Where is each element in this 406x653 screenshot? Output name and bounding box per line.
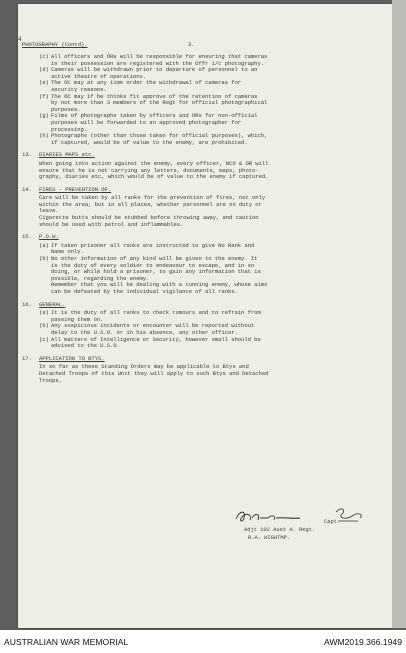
paragraph: [39, 195, 368, 215]
sections-container: [22, 152, 368, 384]
text-line: Care will be taken by all ranks for the prevention of fires, not only: [39, 194, 266, 202]
list-item: [39, 94, 368, 114]
item-text: [51, 94, 368, 114]
text-line: Films of photographs taken by officers and ORs for non-official: [51, 112, 258, 120]
section-body: [22, 310, 368, 350]
text-line: doing, or while hold a prisoner, to gain any information that is: [51, 268, 261, 276]
section-number: 17.: [22, 354, 32, 362]
text-line: advised to the U.S.O.: [51, 342, 120, 350]
item-label: (c): [39, 335, 49, 343]
signature-rank: Capt.: [324, 519, 341, 525]
item-text: [51, 337, 368, 350]
footer-bar: [0, 630, 406, 653]
text-line: purposes.: [51, 105, 81, 113]
text-line: if captured, would be of value to the enemy, are prohibited.: [51, 138, 248, 146]
signature-block: [244, 518, 340, 542]
list-item: [39, 113, 368, 133]
text-line: in their possession are registered with the Offr i/c photography.: [51, 59, 264, 67]
paragraph: [39, 215, 368, 228]
section-title: APPLICATION TO BTYS.: [39, 354, 105, 362]
section-heading: [22, 356, 368, 363]
footer-accession-number: AWM2019.366.1949: [323, 637, 402, 647]
text-line: processing.: [51, 125, 88, 133]
text-line: All officers and ORs will be responsible for ensuring that cameras: [51, 53, 268, 60]
section: [22, 356, 368, 384]
text-line: possible, regarding the enemy.: [51, 274, 150, 282]
text-line: passing them on.: [51, 315, 104, 323]
text-line: In so far as these Standing Orders may be applicable to Btys and: [39, 363, 249, 371]
text-line: Troops.: [39, 376, 62, 384]
item-label: (d): [39, 66, 49, 74]
text-line: The OC may if he thinks fit approve of the retention of cameras: [51, 92, 258, 100]
text-line: can be defeated by the individual vigilance of all ranks.: [51, 288, 238, 295]
paragraph: [39, 364, 368, 384]
list-item: [39, 80, 368, 93]
page-number: 3.: [188, 41, 195, 48]
list-item: [39, 133, 368, 146]
item-text: [51, 80, 368, 93]
item-label: (f): [39, 92, 49, 100]
page-mark: 4: [18, 36, 22, 43]
text-line: should be used with petrol and inflammables.: [39, 220, 184, 228]
text-line: graphy, diaries etc, which would be of value to the enemy if captured.: [39, 173, 269, 181]
signature-location: R.A. HIGHTMP.: [248, 535, 291, 541]
section-number: 14.: [22, 185, 32, 193]
section: [22, 187, 368, 229]
text-line: security reasons.: [51, 85, 107, 93]
text-line: ensure that he is not carrying any letters, documents, maps, photo-: [39, 166, 259, 174]
section-heading: [22, 187, 368, 194]
text-line: All matters of Intelligence or Security, however small should be: [51, 335, 261, 343]
section-heading: [22, 152, 368, 159]
text-line: The OC may at any time order the withdrawal of cameras for: [51, 79, 242, 87]
list-item: [39, 337, 368, 350]
list-item: [39, 323, 368, 336]
item-text: [51, 323, 368, 336]
item-text: [51, 113, 368, 133]
signature-appointment: Adjt 102 Aust A. Regt.: [244, 527, 316, 533]
section-heading: [22, 302, 368, 309]
section-body: [22, 243, 368, 296]
item-label: (a): [39, 309, 49, 317]
text-line: Any suspicious incidents or encounter will be reported without: [51, 322, 255, 330]
page-header-title: PHOTOGRAPHY (Contd).: [22, 41, 88, 48]
text-line: Cigarette butts should be stubbed before throwing away, and caution: [39, 214, 259, 222]
item-label: (a): [39, 241, 49, 249]
text-line: No other information of any kind will be given to the enemy. It: [51, 255, 258, 263]
text-line: Remember that you will be dealing with a cunning enemy, whose aims: [51, 281, 268, 289]
text-line: Cameras will be withdrawn prior to departure of personnel to an: [51, 66, 258, 74]
section-heading: [22, 234, 368, 241]
item-label: (h): [39, 132, 49, 140]
text-line: Name only.: [51, 248, 84, 256]
item-text: [51, 256, 368, 296]
page-edge-shadow: [392, 0, 406, 628]
text-line: When going into action against the enemy, every officer, NCO & OR will: [39, 159, 269, 167]
text-line: Photographs (other than those taken for official purposes), which,: [51, 132, 268, 140]
text-line: delay to the U.S.O. or in his absence, any other officer.: [51, 328, 238, 336]
section-title: P.O.W.: [39, 233, 59, 241]
section: [22, 152, 368, 180]
section-title: FIRES - PREVENTION OF.: [39, 185, 112, 193]
item-label: (g): [39, 112, 49, 120]
text-line: Detached Troops of this Unit they will apply to such Btys and Detached: [39, 369, 269, 377]
item-label: (c): [39, 53, 49, 60]
list-item: [39, 256, 368, 296]
text-line: purposes will be forwarded to an approved photographer for: [51, 118, 242, 126]
section-body: [22, 364, 368, 384]
document-body: [18, 36, 368, 384]
text-line: active theatre of operations.: [51, 72, 147, 80]
text-line: within the area, but in all places, whether personnel are on duty or: [39, 200, 262, 208]
photography-list: [22, 54, 368, 146]
text-line: by not more than 3 members of the Regt for official photographical: [51, 99, 268, 107]
section-number: 15.: [22, 233, 32, 241]
text-line: leave.: [39, 207, 59, 215]
item-label: (e): [39, 79, 49, 87]
section-body: [22, 161, 368, 181]
section-number: 16.: [22, 300, 32, 308]
text-line: is the duty of every soldier to endeavour to escape, and in so: [51, 261, 255, 269]
section-title: DIARIES MAPS etc.: [39, 151, 95, 159]
section-body: [22, 195, 368, 228]
item-label: (b): [39, 255, 49, 263]
footer-institution: AUSTRALIAN WAR MEMORIAL: [4, 637, 129, 647]
section: [22, 234, 368, 295]
section-title: GENERAL.: [39, 300, 66, 308]
paragraph: [39, 161, 368, 181]
text-line: It is the duty of all ranks to check rumours and to refrain from: [51, 309, 261, 317]
item-label: (b): [39, 322, 49, 330]
text-line: If taken prisoner all ranks are instructed to give No Rank and: [51, 241, 255, 249]
section: [22, 302, 368, 350]
item-text: [51, 133, 368, 146]
page-header: [18, 36, 368, 54]
section-number: 13.: [22, 151, 32, 159]
